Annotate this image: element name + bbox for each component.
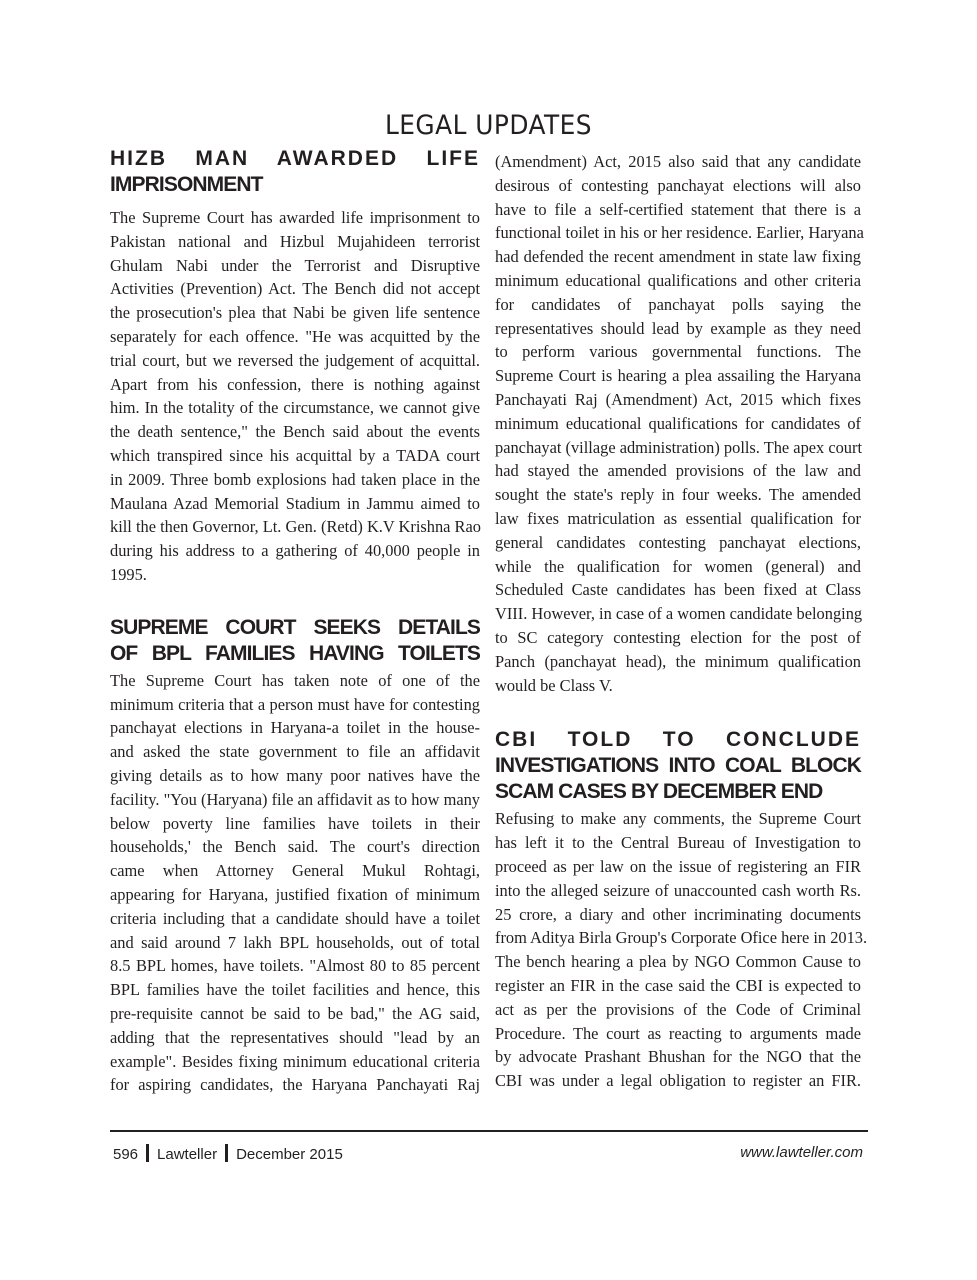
text-line: (Amendment) Act, 2015 also said that any candidate <box>495 152 861 171</box>
text-line: example". Besides fixing minimum educational criteria <box>110 1051 480 1071</box>
text-line: and said around 7 lakh BPL households, out of total <box>110 932 480 952</box>
text-line: CBI was under a legal obligation to register an FIR. <box>495 1071 861 1091</box>
text-line: from Aditya Birla Group's Corporate Ofice here in 2013. <box>495 928 868 948</box>
text-line: sought the state's reply in four weeks. The amended <box>495 485 861 505</box>
article-heading-bpl-toilets <box>110 615 480 667</box>
left-column <box>110 146 480 1097</box>
text-line: for candidates of panchayat polls saying the <box>495 294 861 314</box>
text-line: BPL families have the toilet facilities and hence, this <box>110 980 480 1000</box>
text-line: below poverty line families have toilets in their <box>110 813 480 833</box>
article-heading-cbi-coal-block <box>495 727 861 805</box>
heading-line: IMPRISONMENT <box>110 173 263 196</box>
website-link[interactable]: www.lawteller.com <box>740 1144 863 1161</box>
text-line: facility. "You (Haryana) file an affidavit as to how many <box>110 789 480 809</box>
text-line: have to file a self-certified statement that there is a <box>495 199 861 219</box>
text-line: while the qualification for women (general) and <box>495 556 861 576</box>
text-line: him. In the totality of the circumstance, we cannot give <box>110 398 480 418</box>
page-title: LEGAL UPDATES <box>384 110 593 141</box>
text-line: pre-requisite cannot be said to be bad," the AG said, <box>110 1003 480 1023</box>
heading-line: INVESTIGATIONS INTO COAL BLOCK <box>495 754 861 778</box>
text-line: Refusing to make any comments, the Supreme Court <box>495 809 861 829</box>
text-line: appearing for Haryana, justified fixation of minimum <box>110 884 480 904</box>
text-line: the death sentence," the Bench said about the events <box>110 422 480 442</box>
text-line: trial court, but we reversed the judgement of acquittal. <box>110 350 480 370</box>
text-line: 1995. <box>110 564 147 584</box>
text-line: Maulana Azad Memorial Stadium in Jammu aimed to <box>110 493 480 513</box>
text-line: had stayed the amended provisions of the law and <box>495 461 861 481</box>
text-line: adding that the representatives should "lead by an <box>110 1027 480 1047</box>
issue-date: December 2015 <box>236 1146 343 1163</box>
text-line: giving details as to how many poor natives have the <box>110 765 480 785</box>
text-line: The Supreme Court has taken note of one of the <box>110 670 480 690</box>
footer-separator <box>225 1144 228 1162</box>
text-line: general candidates contesting panchayat elections, <box>495 532 861 552</box>
footer-separator <box>146 1144 149 1162</box>
text-line: criteria including that a candidate should have a toilet <box>110 908 480 928</box>
text-line: households,' the Bench said. The court's direction <box>110 837 480 857</box>
text-line: to SC category contesting election for the post of <box>495 627 861 647</box>
text-line: Supreme Court is hearing a plea assailing the Haryana <box>495 366 861 386</box>
text-line: representatives should lead by example as they need <box>495 318 861 338</box>
publication-name: Lawteller <box>157 1146 218 1163</box>
text-line: act as per the provisions of the Code of Criminal <box>495 999 861 1019</box>
text-line: Panchayati Raj (Amendment) Act, 2015 which fixes <box>495 389 861 409</box>
text-line: 8.5 BPL homes, have toilets. "Almost 80 to 85 percent <box>110 956 480 976</box>
text-line: minimum educational qualifications for candidates of <box>495 413 861 433</box>
text-line: would be Class V. <box>495 675 613 695</box>
text-line: minimum criteria that a person must have for contesting <box>110 694 480 714</box>
text-line: separately for each offence. "He was acquitted by the <box>110 326 480 346</box>
text-line: proceed as per law on the issue of registering an FIR <box>495 856 861 876</box>
text-line: came when Attorney General Mukul Rohtagi, <box>110 861 480 881</box>
text-line: during his address to a gathering of 40,000 people in <box>110 541 480 561</box>
text-line: law fixes matriculation as essential qualification for <box>495 508 861 528</box>
heading-line: OF BPL FAMILIES HAVING TOILETS <box>110 641 480 665</box>
text-line: and asked the state government to file an affidavit <box>110 742 480 762</box>
text-line: by advocate Prashant Bhushan for the NGO that the <box>495 1047 861 1067</box>
text-line: register an FIR in the case said the CBI is expected to <box>495 975 861 995</box>
text-line: to perform various governmental functions. The <box>495 342 861 362</box>
text-line: kill the then Governor, Lt. Gen. (Retd) K.V Krishna Rao <box>110 517 481 537</box>
text-line: Procedure. The court as reacting to arguments made <box>495 1023 861 1043</box>
footer-divider <box>110 1130 868 1132</box>
text-line: into the alleged seizure of unaccounted cash worth Rs. <box>495 880 861 900</box>
text-line: the prosecution's plea that Nabi be given life sentence <box>110 303 480 323</box>
text-line: minimum educational qualifications and other criteria <box>495 270 861 290</box>
text-line: panchayat (village administration) polls. The apex court <box>495 437 863 457</box>
text-line: The Supreme Court has awarded life imprisonment to <box>110 208 480 227</box>
right-column <box>495 150 868 1093</box>
article-body-hizb <box>110 206 480 587</box>
text-line: has left it to the Central Bureau of Investigation to <box>495 833 861 853</box>
text-line: VIII. However, in case of a women candidate belonging <box>495 604 863 624</box>
text-line: Panch (panchayat head), the minimum qualification <box>495 651 861 671</box>
page-number: 596 <box>113 1146 139 1163</box>
text-line: Apart from his confession, there is nothing against <box>110 374 480 394</box>
article-body-cbi-coal-block <box>495 807 868 1093</box>
text-line: Activities (Prevention) Act. The Bench did not accept <box>110 279 480 299</box>
text-line: Ghulam Nabi under the Terrorist and Disruptive <box>110 255 480 275</box>
heading-line: SUPREME COURT SEEKS DETAILS <box>110 615 480 639</box>
heading-line: HIZB MAN AWARDED LIFE <box>110 147 480 170</box>
text-line: The bench hearing a plea by NGO Common Cause to <box>495 952 861 972</box>
heading-line: SCAM CASES BY DECEMBER END <box>495 780 823 804</box>
heading-line: CBI TOLD TO CONCLUDE <box>495 728 861 752</box>
text-line: for aspiring candidates, the Haryana Panchayati Raj <box>110 1075 480 1095</box>
text-line: functional toilet in his or her residence. Earlier, Haryana <box>495 223 864 243</box>
article-heading-hizb <box>110 146 480 198</box>
text-line: in 2009. Three bomb explosions had taken place in the <box>110 469 480 489</box>
page-footer <box>113 1144 863 1164</box>
text-line: desirous of contesting panchayat elections will also <box>495 175 861 195</box>
text-line: 25 crore, a diary and other incriminating documents <box>495 904 861 924</box>
text-line: Pakistan national and Hizbul Mujahideen terrorist <box>110 231 480 251</box>
article-body-bpl-toilets-continued <box>495 150 864 697</box>
text-line: Scheduled Caste candidates has been fixed at Class <box>495 580 861 600</box>
text-line: panchayat elections in Haryana-a toilet in the house- <box>110 718 480 738</box>
article-body-bpl-toilets <box>110 669 480 1097</box>
text-line: had defended the recent amendment in state law fixing <box>495 247 861 267</box>
text-line: which transpired since his acquittal by a TADA court <box>110 445 480 465</box>
